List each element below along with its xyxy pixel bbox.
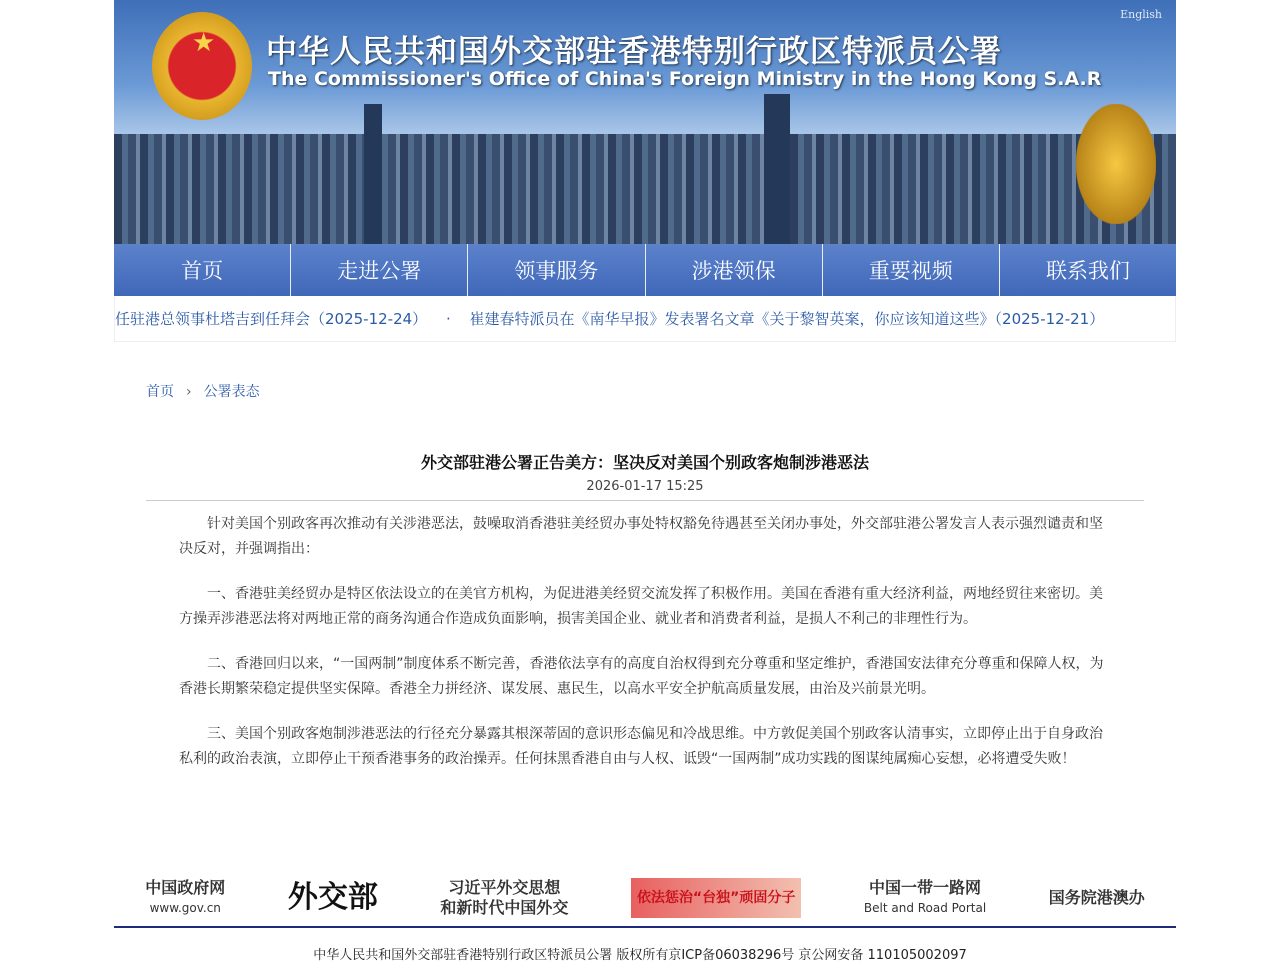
article-paragraph: 一、香港驻美经贸办是特区依法设立的在美官方机构，为促进港美经贸交流发挥了积极作用。美国在香港有重大经济利益，两地经贸往来密切。美方操弄涉港恶法将对两地正常的商务沟通合作造成负面影响，损害美国企业、就业者和消费者利益，是损人不利己的非理性行为。 (179, 586, 1103, 627)
link-label: 中国一带一路网 (869, 878, 982, 897)
link-sub: Belt and Road Portal (863, 901, 987, 915)
nav-protection[interactable]: 涉港领保 (646, 244, 823, 296)
nav-videos[interactable]: 重要视频 (823, 244, 1000, 296)
national-emblem-icon: ★ (152, 12, 252, 120)
article-paragraph: 针对美国个别政客再次推动有关涉港恶法，鼓噪取消香港驻美经贸办事处特权豁免待遇甚至关闭办事处，外交部驻港公署发言人表示强烈谴责和坚决反对，并强调指出： (179, 516, 1103, 557)
link-taidu-banner[interactable]: 依法惩治“台独”顽固分子 (631, 878, 801, 918)
breadcrumb (146, 381, 260, 401)
link-label: 中国政府网 (145, 878, 226, 897)
article-paragraph: 二、香港回归以来，“一国两制”制度体系不断完善，香港依法享有的高度自治权得到充分尊重和坚定维护，香港国安法律充分尊重和保障人权，为香港长期繁荣稳定提供坚实保障。香港全力拼经济、谋发展、惠民生，以高水平安全护航高质量发展，由治及兴前景光明。 (179, 656, 1104, 697)
article-title: 外交部驻港公署正告美方：坚决反对美国个别政客炮制涉港恶法 (420, 453, 869, 472)
skyline-tower (764, 94, 790, 244)
skyline-tower (364, 104, 382, 244)
article-body (179, 512, 1109, 792)
nav-consular[interactable]: 领事服务 (468, 244, 645, 296)
chevron-right-icon: › (186, 384, 192, 400)
skyline-image (114, 134, 1176, 244)
related-links (114, 870, 1176, 928)
ticker-separator: · (445, 310, 451, 328)
link-label: 和新时代中国外交 (440, 898, 569, 917)
link-hkmao[interactable]: 国务院港澳办 (1048, 888, 1145, 907)
news-ticker (114, 296, 1176, 342)
article-paragraph: 三、美国个别政客炮制涉港恶法的行径充分暴露其根深蒂固的意识形态偏见和冷战思维。中方敦促美国个别政客认清事实，立即停止出于自身政治私利的政治表演，立即停止干预香港事务的政治操弄。任何抹黑香港自由与人权、诋毁“一国两制”成功实践的图谋纯属痴心妄想，必将遭受失败！ (179, 726, 1103, 767)
site-title-en: The Commissioner's Office of China's Foreign Ministry in the Hong Kong S.A.R (268, 68, 1102, 90)
site-title-cn: 中华人民共和国外交部驻香港特别行政区特派员公署 (266, 34, 1002, 70)
nav-contact[interactable]: 联系我们 (1000, 244, 1176, 296)
breadcrumb-current[interactable]: 公署表态 (203, 384, 260, 400)
header-banner (114, 0, 1176, 244)
link-mfa[interactable]: 外交部 (287, 880, 378, 915)
ticker-item[interactable]: 崔建春特派员在《南华早报》发表署名文章《关于黎智英案，你应该知道这些》（2025-12-21） (469, 310, 1105, 328)
article-date: 2026-01-17 15:25 (146, 479, 1144, 501)
footer-copyright: 中华人民共和国外交部驻香港特别行政区特派员公署 版权所有京ICP备06038296号 京公网安备 110105002097 (313, 948, 967, 963)
link-xi-thought[interactable] (440, 878, 568, 918)
link-belt-road[interactable] (864, 878, 986, 918)
nav-about[interactable]: 走进公署 (291, 244, 468, 296)
main-nav (114, 244, 1176, 296)
english-link[interactable]: English (1120, 8, 1162, 21)
bauhinia-statue-icon (1076, 104, 1156, 224)
nav-home[interactable]: 首页 (114, 244, 291, 296)
breadcrumb-home[interactable]: 首页 (146, 384, 174, 400)
link-label: 习近平外交思想 (448, 878, 561, 897)
ticker-item[interactable]: 任驻港总领事杜塔吉到任拜会（2025-12-24） (115, 310, 428, 328)
link-gov-cn[interactable] (145, 878, 225, 918)
link-sub: www.gov.cn (149, 901, 221, 915)
